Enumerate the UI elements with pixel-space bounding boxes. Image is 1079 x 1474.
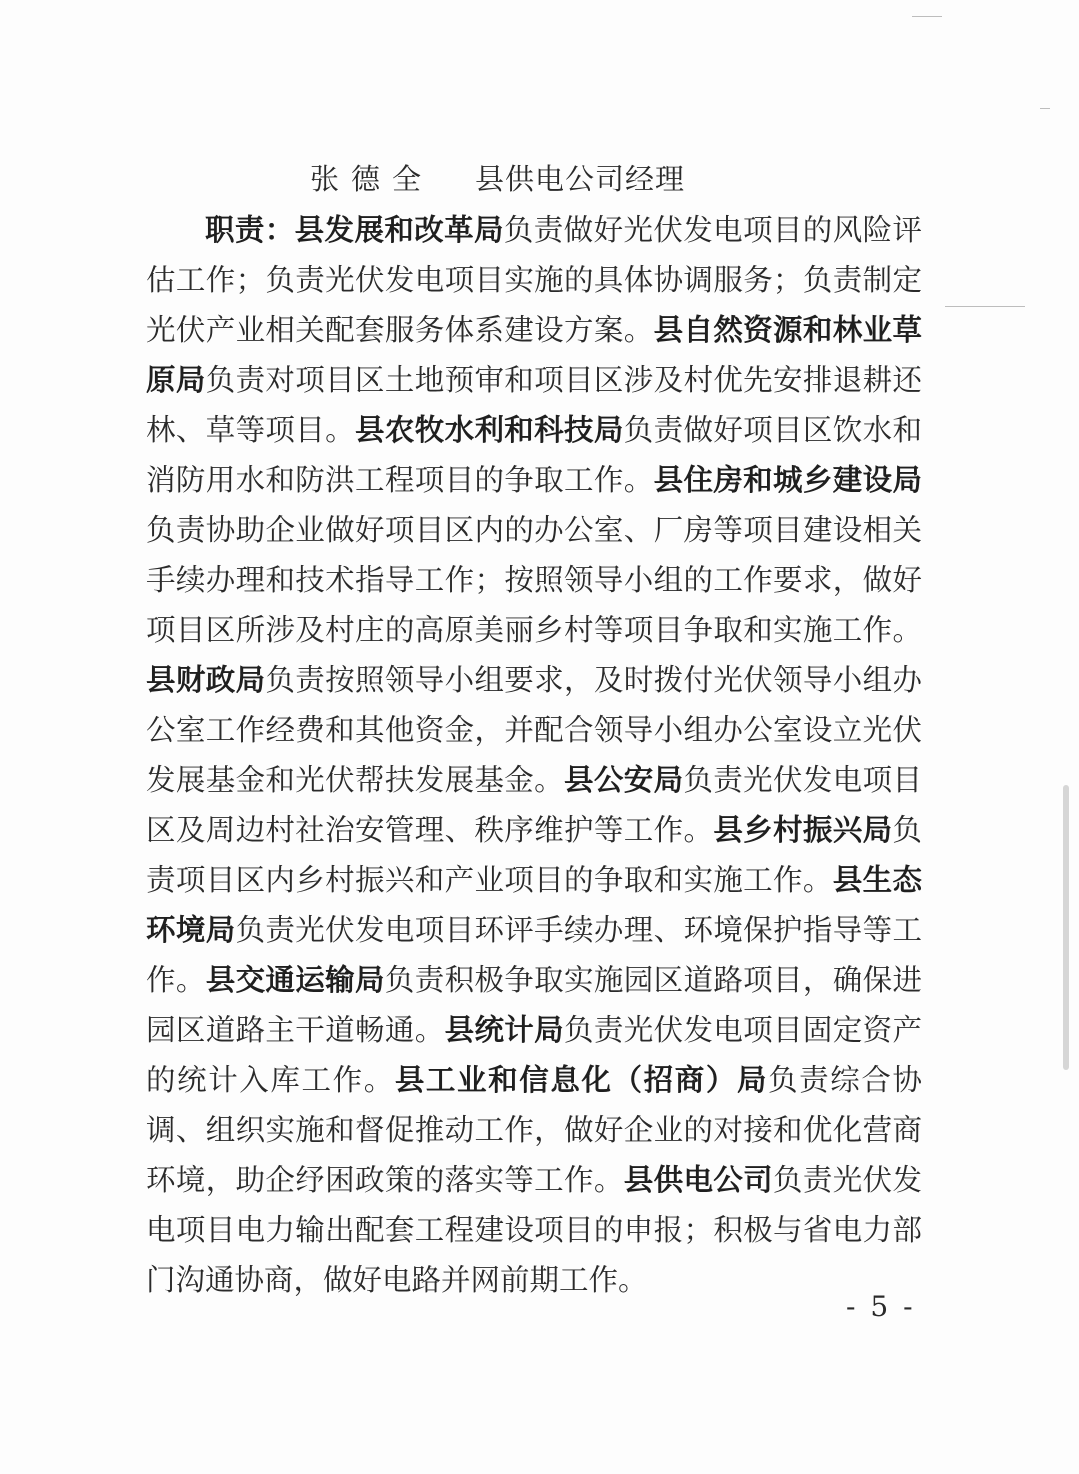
duty-department: 县交通运输局	[205, 963, 385, 997]
member-title: 县供电公司经理	[475, 162, 686, 196]
duty-department: 职责：	[205, 213, 295, 247]
duty-department: 县工业和信息化（招商）局	[394, 1063, 769, 1097]
duty-department: 县自然资源和林业草原局	[146, 313, 922, 397]
scan-artifact-top	[912, 16, 942, 17]
duty-text: 负责光伏发电项目固定资产的统计入库工作。	[146, 1013, 922, 1097]
duty-department: 县公安局	[564, 763, 684, 797]
duty-department: 县乡村振兴局	[713, 813, 893, 847]
duty-text: 负责光伏发电项目环评手续办理、环境保护指导等工作。	[146, 913, 922, 997]
member-entry	[310, 157, 685, 198]
duty-text: 负责做好光伏发电项目的风险评估工作；负责光伏发电项目实施的具体协调服务；负责制定光伏产业相关配套服务体系建设方案。	[146, 213, 922, 347]
duty-text: 负责积极争取实施园区道路项目，确保进园区道路主干道畅通。	[146, 963, 922, 1047]
duty-department: 县农牧水利和科技局	[355, 413, 624, 447]
page-number: - 5 -	[846, 1290, 916, 1323]
duty-text: 负责做好项目区饮水和消防用水和防洪工程项目的争取工作。	[146, 413, 922, 497]
duty-department: 县发展和改革局	[294, 213, 504, 247]
duty-department: 县财政局	[146, 663, 266, 697]
duty-department: 县供电公司	[623, 1163, 774, 1197]
duty-text: 负责项目区内乡村振兴和产业项目的争取和实施工作。	[146, 813, 922, 897]
duty-department: 县生态环境局	[146, 863, 922, 947]
duty-text: 负责光伏发电项目区及周边村社治安管理、秩序维护等工作。	[146, 763, 922, 847]
member-name: 张德全	[310, 162, 434, 196]
duty-department: 县统计局	[444, 1013, 565, 1047]
duties-paragraph	[146, 205, 922, 1305]
scan-artifact-corner	[1040, 108, 1050, 109]
duty-text: 负责按照领导小组要求，及时拨付光伏领导小组办公室工作经费和其他资金，并配合领导小组办公室设立光伏发展基金和光伏帮扶发展基金。	[146, 663, 922, 797]
scan-artifact-right	[945, 306, 1025, 307]
duty-text: 负责综合协调、组织实施和督促推动工作，做好企业的对接和优化营商环境，助企纾困政策的落实等工作。	[146, 1063, 922, 1197]
duty-text: 负责对项目区土地预审和项目区涉及村优先安排退耕还林、草等项目。	[146, 363, 922, 447]
duty-text: 负责协助企业做好项目区内的办公室、厂房等项目建设相关手续办理和技术指导工作；按照领导小组的工作要求，做好项目区所涉及村庄的高原美丽乡村等项目争取和实施工作。	[146, 513, 922, 647]
duty-department: 县住房和城乡建设局	[653, 463, 922, 497]
duty-text: 负责光伏发电项目电力输出配套工程建设项目的申报；积极与省电力部门沟通协商，做好电路并网前期工作。	[146, 1163, 922, 1297]
scrollbar[interactable]	[1063, 785, 1069, 1070]
